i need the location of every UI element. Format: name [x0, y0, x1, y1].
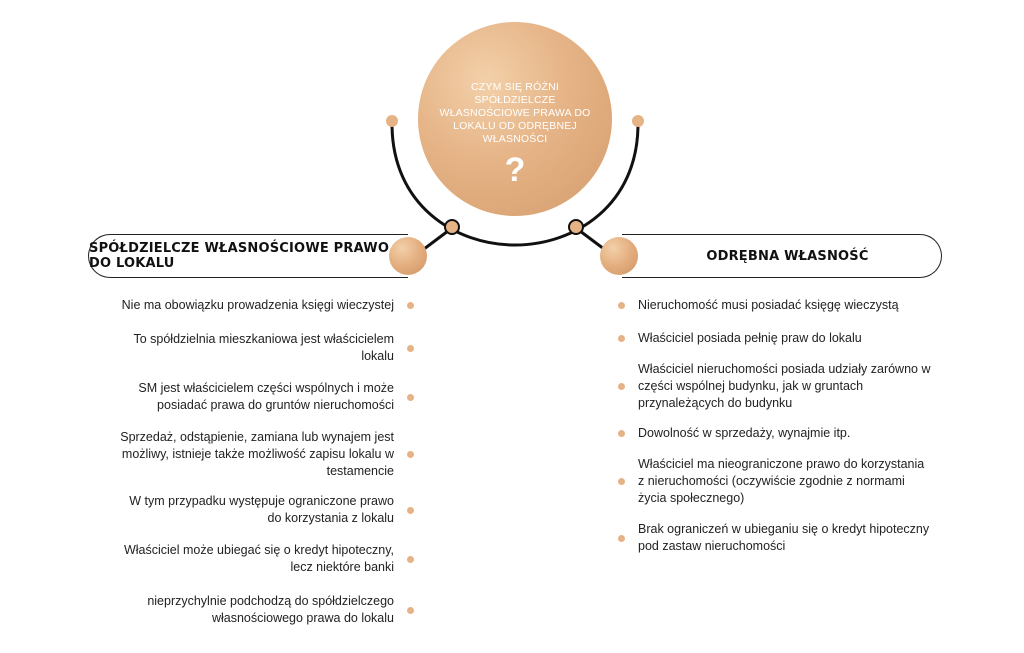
- arc-node-left: [445, 220, 459, 234]
- left-list-item: [120, 331, 420, 365]
- bullet-dot-icon: [618, 430, 625, 437]
- right-item-text: Nieruchomość musi posiadać księgę wieczystą: [638, 298, 899, 312]
- bullet-dot-icon: [618, 383, 625, 390]
- arc-node-right: [569, 220, 583, 234]
- left-item-text: SM jest właścicielem części wspólnych i może posiadać prawa do gruntów nieruchomości: [138, 381, 394, 412]
- bullet-dot-icon: [407, 607, 414, 614]
- right-item-text: Brak ograniczeń w ubieganiu się o kredyt hipoteczny pod zastaw nieruchomości: [638, 522, 930, 553]
- right-list-item: [612, 297, 932, 314]
- left-list-item: [120, 380, 420, 414]
- bullet-dot-icon: [618, 302, 625, 309]
- question-mark-icon: ?: [504, 150, 526, 189]
- left-item-text: To spółdzielnia mieszkaniowa jest właścicielem lokalu: [133, 332, 394, 363]
- center-title: CZYM SIĘ RÓŻNI SPÓŁDZIELCZE WŁASNOŚCIOWE PRAWA DO LOKALU OD ODRĘBNEJ WŁASNOŚCI: [439, 80, 591, 145]
- center-question-circle: [418, 22, 612, 216]
- bullet-dot-icon: [407, 451, 414, 458]
- left-feature-list: [120, 297, 420, 627]
- left-list-item: [120, 429, 420, 480]
- right-list-item: [612, 521, 932, 555]
- left-item-text: Właściciel może ubiegać się o kredyt hipoteczny, lecz niektóre banki: [123, 543, 394, 574]
- right-item-text: Dowolność w sprzedaży, wynajmie itp.: [638, 426, 851, 440]
- right-list-item: [612, 330, 932, 347]
- bullet-dot-icon: [407, 507, 414, 514]
- left-item-text: nieprzychylnie podchodzą do spółdzielczego własnościowego prawa do lokalu: [147, 594, 394, 625]
- left-item-text: Nie ma obowiązku prowadzenia księgi wieczystej: [121, 298, 394, 312]
- arc-end-left-dot: [386, 115, 398, 127]
- right-header-dot: [600, 237, 638, 275]
- left-item-text: Sprzedaż, odstąpienie, zamiana lub wynajem jest możliwy, istnieje także możliwość zapisu lokalu w testamencie: [120, 430, 394, 478]
- right-list-item: [612, 456, 932, 507]
- left-list-item: [120, 297, 420, 314]
- arc-end-right-dot: [632, 115, 644, 127]
- left-column-header: SPÓŁDZIELCZE WŁASNOŚCIOWE PRAWO DO LOKALU: [88, 234, 408, 278]
- bullet-dot-icon: [618, 535, 625, 542]
- right-list-item: [612, 361, 932, 412]
- left-list-item: [120, 593, 420, 627]
- left-header-dot: [389, 237, 427, 275]
- right-feature-list: [612, 297, 932, 555]
- left-item-text: W tym przypadku występuje ograniczone prawo do korzystania z lokalu: [129, 494, 394, 525]
- bullet-dot-icon: [407, 302, 414, 309]
- bullet-dot-icon: [618, 478, 625, 485]
- right-column-header: ODRĘBNA WŁASNOŚĆ: [622, 234, 942, 278]
- bullet-dot-icon: [407, 394, 414, 401]
- left-list-item: [120, 542, 420, 576]
- right-item-text: Właściciel ma nieograniczone prawo do korzystania z nieruchomości (oczywiście zgodnie z normami życia społecznego): [638, 457, 925, 505]
- left-list-item: [120, 493, 420, 527]
- bullet-dot-icon: [407, 345, 414, 352]
- bullet-dot-icon: [618, 335, 625, 342]
- bullet-dot-icon: [407, 556, 414, 563]
- right-item-text: Właściciel nieruchomości posiada udziały zarówno w części wspólnej budynku, jak w gruntach przynależących do budynku: [638, 362, 931, 410]
- right-list-item: [612, 425, 932, 442]
- right-item-text: Właściciel posiada pełnię praw do lokalu: [638, 331, 862, 345]
